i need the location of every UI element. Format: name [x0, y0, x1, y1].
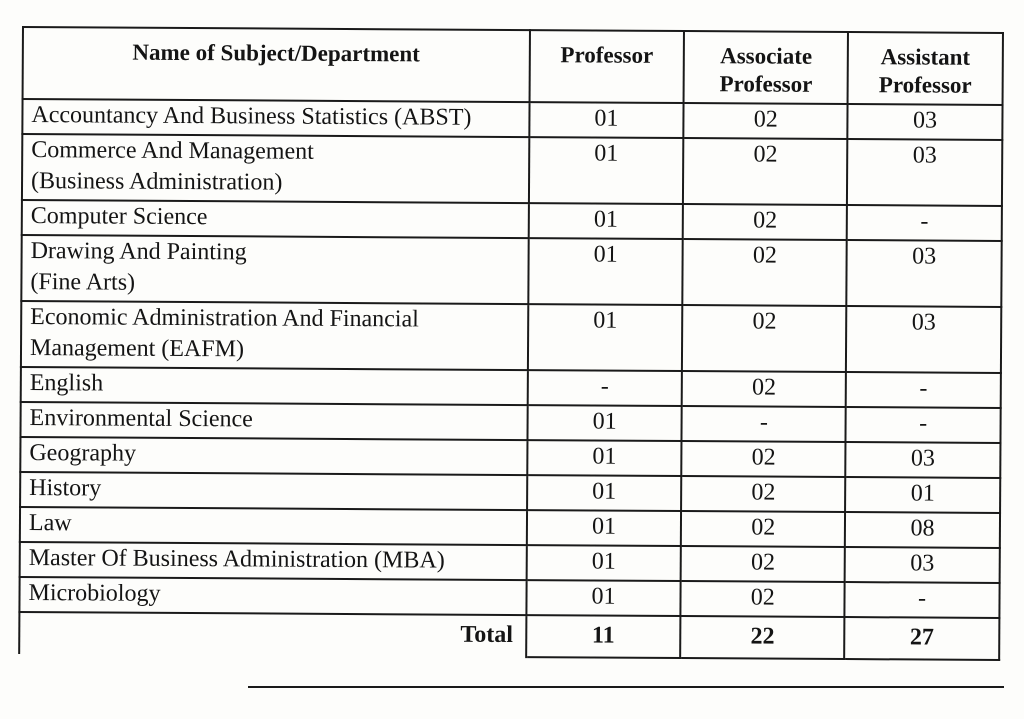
table-row: [21, 367, 1001, 408]
header-subject: Name of Subject/Department: [23, 27, 530, 102]
subject-name: Computer Science: [22, 200, 529, 238]
professor-count: -: [527, 370, 682, 406]
subject-name: [22, 134, 529, 203]
subject-name: Accountancy And Business Statistics (ABST): [22, 99, 529, 137]
associate-count: 02: [681, 546, 845, 582]
professor-count: 01: [526, 580, 681, 616]
assistant-count: 01: [845, 477, 1000, 513]
professor-count: 01: [527, 405, 682, 441]
total-label: Total: [19, 612, 526, 657]
table-row: [21, 301, 1001, 373]
header-professor: Professor: [529, 30, 684, 103]
professor-count: 01: [529, 137, 684, 204]
professor-count: 01: [527, 475, 682, 511]
associate-count: 02: [683, 239, 847, 306]
table-row: [20, 402, 1000, 443]
subject-name: Microbiology: [19, 577, 526, 615]
subject-name: Law: [20, 507, 527, 545]
assistant-count: 03: [847, 104, 1002, 140]
header-associate-professor: Associate Professor: [684, 31, 848, 104]
associate-count: 02: [681, 476, 845, 512]
assistant-count: -: [845, 582, 1000, 618]
total-row: [19, 612, 999, 660]
associate-count: 02: [684, 103, 848, 139]
assistant-count: 03: [845, 547, 1000, 583]
table-row: [22, 134, 1002, 206]
header-row: [23, 27, 1003, 105]
professor-count: 01: [528, 238, 683, 305]
associate-count: 02: [683, 138, 847, 205]
associate-count: 02: [682, 305, 846, 372]
assistant-count: 03: [846, 240, 1001, 307]
professor-count: 01: [527, 440, 682, 476]
table-row: [20, 437, 1000, 478]
subject-name: English: [21, 367, 528, 405]
associate-count: 02: [681, 511, 845, 547]
subject-name: Geography: [20, 437, 527, 475]
table-row: [21, 235, 1001, 307]
associate-count: 02: [681, 581, 845, 617]
header-assistant-professor: Assistant Professor: [848, 32, 1003, 105]
associate-count: -: [682, 406, 846, 442]
assistant-count: -: [846, 372, 1001, 408]
table-row: [19, 577, 999, 618]
assistant-count: 08: [845, 512, 1000, 548]
table-row: [22, 99, 1002, 140]
subject-name: [21, 301, 528, 370]
total-assistant: 27: [844, 617, 999, 660]
professor-count: 01: [529, 102, 684, 138]
assistant-count: 03: [846, 306, 1001, 373]
assistant-count: 03: [845, 442, 1000, 478]
professor-count: 01: [526, 510, 681, 546]
subject-name: Environmental Science: [20, 402, 527, 440]
table-row: [20, 542, 1000, 583]
table-row: [22, 200, 1002, 241]
assistant-count: -: [847, 205, 1002, 241]
total-associate: 22: [681, 616, 845, 659]
assistant-count: -: [846, 407, 1001, 443]
total-professor: 11: [526, 615, 681, 658]
subject-name-line2: (Business Administration): [30, 168, 283, 196]
professor-count: 01: [526, 545, 681, 581]
professor-count: 01: [528, 304, 683, 371]
associate-count: 02: [682, 371, 846, 407]
subject-name: [21, 235, 528, 304]
subject-name: Master Of Business Administration (MBA): [20, 542, 527, 580]
table-bottom-rule: [248, 686, 1004, 688]
professor-count: 01: [528, 203, 683, 239]
table-row: [20, 507, 1000, 548]
associate-count: 02: [682, 441, 846, 477]
assistant-count: 03: [847, 139, 1002, 206]
table-row: [20, 472, 1000, 513]
subject-name-line2: (Fine Arts): [30, 269, 136, 296]
subject-name: History: [20, 472, 527, 510]
subject-name-line1: Drawing And Painting: [30, 238, 247, 266]
subject-name-line1: Economic Administration And Financial: [30, 304, 419, 333]
subject-name-line1: Commerce And Management: [31, 137, 314, 165]
associate-count: 02: [683, 204, 847, 240]
subject-name-line2: Management (EAFM): [29, 335, 245, 363]
vacancy-table: [18, 26, 1004, 661]
